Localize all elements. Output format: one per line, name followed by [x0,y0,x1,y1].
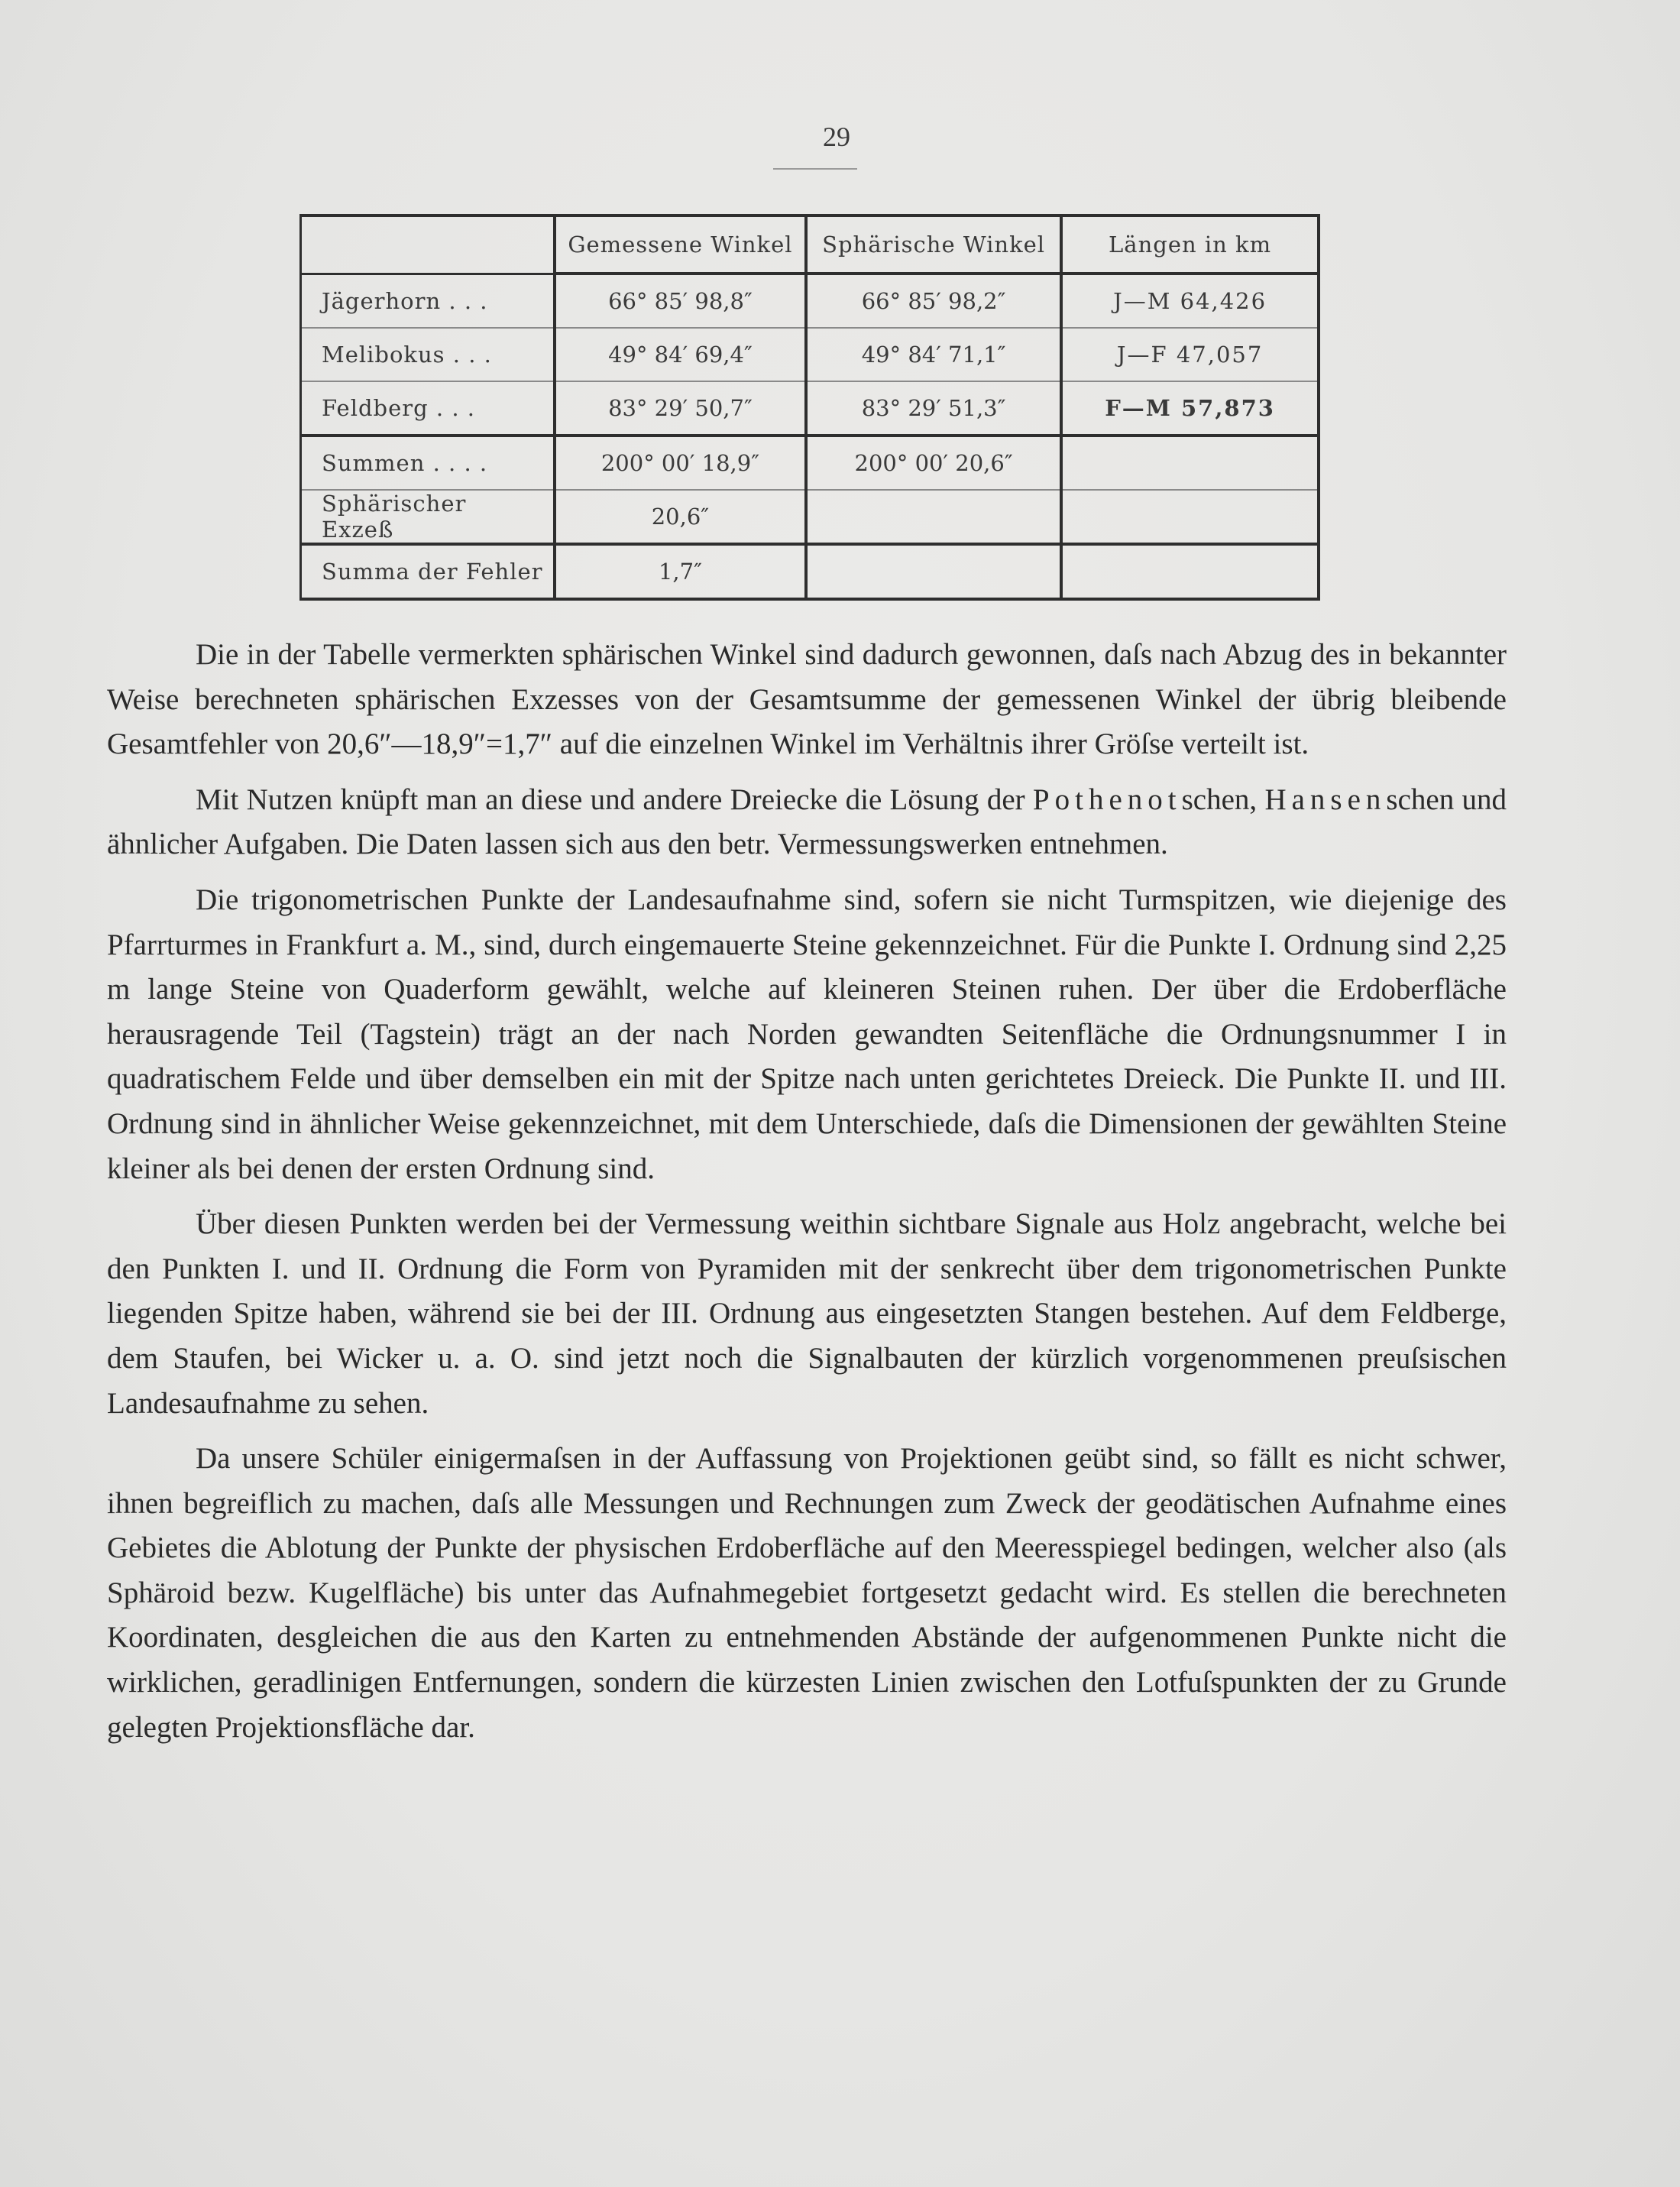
length-value: F—M 57,873 [1061,381,1319,436]
angle-table-container [299,214,1320,601]
length-value [1061,436,1319,490]
header-measured: Gemessene Winkel [555,215,806,274]
paragraph-trigonometric-points: Die trigonometrischen Punkte der Landesaufnahme sind, sofern sie nicht Turmspitzen, wie diejenige des Pfarrturmes in Frankfurt a. M., sind, durch eingemauerte Steine gekennzeichnet. Für die Punkte I. Ordnung sind 2,25 m lange Steine von Quaderform gewählt, welche auf kleineren Steinen ruhen. Der über die Erdoberfläche herausragende Teil (Tagstein) trägt an der nach Norden gewandten Seitenfläche die Ordnungsnummer I in quadratischem Felde und über demselben ein mit der Spitze nach unten gerichtetes Dreieck. Die Punkte II. und III. Ordnung sind in ähnlicher Weise gekennzeichnet, mit dem Unterschiede, daſs die Dimensionen der gewählten Steine kleiner als bei denen der ersten Ordnung sind. [107,883,1507,1185]
table-row [301,381,1319,436]
measured-angle: 20,6″ [555,490,806,544]
name-pothenot: Pothenot [1032,782,1182,816]
row-label: Feldberg . . . [301,381,555,436]
length-value: J—M 64,426 [1061,274,1319,328]
row-label: Summen . . . . [301,436,555,490]
paragraph-table-explanation: Die in der Tabelle vermerkten sphärischen Winkel sind dadurch gewonnen, daſs nach Abzug des in bekannter Weise berechneten sphärischen Exzesses von der Gesamtsumme der gemessenen Winkel der übrig bleibende Gesamtfehler von 20,6″—18,9″=1,7″ auf die einzelnen Winkel im Verhältnis ihrer Gröſse verteilt ist. [107,638,1507,761]
measured-angle: 1,7″ [555,544,806,599]
page-number-rule [773,168,857,170]
table-row [301,436,1319,490]
row-label: Melibokus . . . [301,328,555,381]
spherical-angle: 83° 29′ 51,3″ [806,381,1061,436]
angle-table [299,214,1320,601]
table-row [301,490,1319,544]
paragraph-text: schen, [1181,782,1265,816]
row-label: Sphärischer Exzeß [301,490,555,544]
table-row [301,544,1319,599]
spherical-angle [806,490,1061,544]
measured-angle: 66° 85′ 98,8″ [555,274,806,328]
body-text [107,633,1507,1761]
measured-angle: 83° 29′ 50,7″ [555,381,806,436]
header-lengths: Längen in km [1061,215,1319,274]
length-value: J—F 47,057 [1061,328,1319,381]
length-value [1061,544,1319,599]
paragraph-text: schen und ähnlicher Aufgaben. Die Daten lassen sich aus den betr. Vermessungswerken entnehmen. [107,782,1507,861]
paragraph-projection: Da unsere Schüler einigermaſsen in der Auffassung von Projektionen geübt sind, so fällt es nicht schwer, ihnen begreiflich zu machen, daſs alle Messungen und Rechnungen zum Zweck der geodätischen Aufnahme eines Gebietes die Ablotung der Punkte der physischen Erdoberfläche auf den Meeresspiegel bedingen, welcher also (als Sphäroid bezw. Kugelfläche) bis unter das Aufnahmegebiet fortgesetzt gedacht wird. Es stellen die berechneten Koordinaten, desgleichen die aus den Karten zu entnehmenden Abstände der aufgenommenen Punkte nicht die wirklichen, geradlinigen Entfernungen, sondern die kürzesten Linien zwischen den Lotfuſspunkten der zu Grunde gelegten Projektionsfläche dar. [107,1442,1507,1744]
spherical-angle: 200° 00′ 20,6″ [806,436,1061,490]
spherical-angle [806,544,1061,599]
header-corner [301,215,555,274]
measured-angle: 200° 00′ 18,9″ [555,436,806,490]
row-label: Summa der Fehler [301,544,555,599]
paragraph-text: Mit Nutzen knüpft man an diese und andere Dreiecke die Lösung der [196,782,1033,816]
spherical-angle: 49° 84′ 71,1″ [806,328,1061,381]
table-header-row [301,215,1319,274]
paragraph-signals: Über diesen Punkten werden bei der Vermessung weithin sichtbare Signale aus Holz angebracht, welche bei den Punkten I. und II. Ordnung die Form von Pyramiden mit der senkrecht über dem trigonometrischen Punkte liegenden Spitze haben, während sie bei der III. Ordnung aus eingesetzten Stangen bestehen. Auf dem Feldberge, dem Staufen, bei Wicker u. a. O. sind jetzt noch die Signalbauten der kürzlich vorgenommenen preuſsischen Landesaufnahme zu sehen. [107,1207,1507,1420]
spherical-angle: 66° 85′ 98,2″ [806,274,1061,328]
paragraph-pothenot-hansen [107,778,1507,867]
row-label: Jägerhorn . . . [301,274,555,328]
measured-angle: 49° 84′ 69,4″ [555,328,806,381]
name-hansen: Hansen [1264,782,1387,816]
table-row [301,328,1319,381]
length-value [1061,490,1319,544]
table-row [301,274,1319,328]
header-spherical: Sphärische Winkel [806,215,1061,274]
page-number: 29 [823,122,850,152]
